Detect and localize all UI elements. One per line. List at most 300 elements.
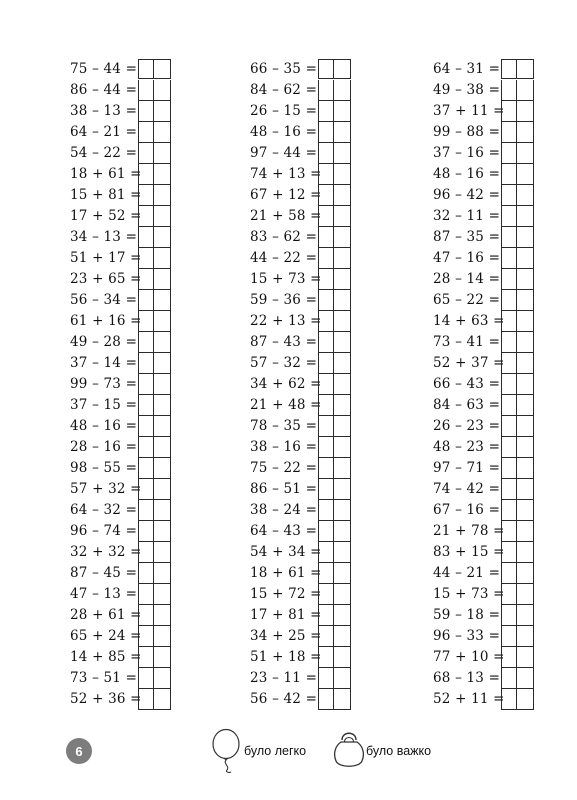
answer-ones-box[interactable] xyxy=(517,605,534,626)
answer-ones-box[interactable] xyxy=(517,332,534,353)
answer-ones-box[interactable] xyxy=(334,206,351,227)
answer-boxes[interactable] xyxy=(318,206,351,227)
answer-tens-box[interactable] xyxy=(501,332,517,353)
answer-boxes[interactable] xyxy=(318,542,351,563)
answer-tens-box[interactable] xyxy=(318,101,334,122)
answer-boxes[interactable] xyxy=(318,143,351,164)
answer-boxes[interactable] xyxy=(501,668,534,689)
answer-tens-box[interactable] xyxy=(318,479,334,500)
answer-tens-box[interactable] xyxy=(138,101,154,122)
answer-tens-box[interactable] xyxy=(501,626,517,647)
answer-ones-box[interactable] xyxy=(517,227,534,248)
answer-tens-box[interactable] xyxy=(501,521,517,542)
answer-tens-box[interactable] xyxy=(138,185,154,206)
exercise-row xyxy=(433,122,534,143)
answer-tens-box[interactable] xyxy=(138,563,154,584)
answer-boxes[interactable] xyxy=(138,395,171,416)
answer-tens-box[interactable] xyxy=(138,227,154,248)
answer-ones-box[interactable] xyxy=(154,458,171,479)
answer-ones-box[interactable] xyxy=(334,374,351,395)
answer-tens-box[interactable] xyxy=(501,668,517,689)
answer-boxes[interactable] xyxy=(138,269,171,290)
answer-ones-box[interactable] xyxy=(334,479,351,500)
answer-ones-box[interactable] xyxy=(517,206,534,227)
answer-ones-box[interactable] xyxy=(154,311,171,332)
answer-ones-box[interactable] xyxy=(334,416,351,437)
answer-tens-box[interactable] xyxy=(501,416,517,437)
answer-ones-box[interactable] xyxy=(334,164,351,185)
answer-ones-box[interactable] xyxy=(334,521,351,542)
answer-boxes[interactable] xyxy=(138,185,171,206)
answer-tens-box[interactable] xyxy=(318,416,334,437)
answer-ones-box[interactable] xyxy=(154,332,171,353)
answer-tens-box[interactable] xyxy=(318,206,334,227)
answer-tens-box[interactable] xyxy=(501,479,517,500)
exercise-text: 97 – 71 = xyxy=(433,460,501,476)
answer-tens-box[interactable] xyxy=(138,416,154,437)
answer-boxes[interactable] xyxy=(318,101,351,122)
answer-tens-box[interactable] xyxy=(318,584,334,605)
answer-ones-box[interactable] xyxy=(517,248,534,269)
answer-boxes[interactable] xyxy=(318,59,351,80)
answer-tens-box[interactable] xyxy=(138,353,154,374)
answer-boxes[interactable] xyxy=(318,269,351,290)
answer-ones-box[interactable] xyxy=(517,101,534,122)
answer-tens-box[interactable] xyxy=(501,500,517,521)
answer-ones-box[interactable] xyxy=(517,479,534,500)
answer-boxes[interactable] xyxy=(318,521,351,542)
answer-ones-box[interactable] xyxy=(517,185,534,206)
answer-boxes[interactable] xyxy=(501,59,534,80)
answer-boxes[interactable] xyxy=(501,626,534,647)
answer-ones-box[interactable] xyxy=(154,521,171,542)
answer-boxes[interactable] xyxy=(138,647,171,668)
answer-boxes[interactable] xyxy=(138,584,171,605)
exercise-text: 99 – 88 = xyxy=(433,124,501,140)
exercise-row xyxy=(433,689,534,710)
exercise-text: 59 – 18 = xyxy=(433,607,501,623)
answer-tens-box[interactable] xyxy=(318,521,334,542)
answer-tens-box[interactable] xyxy=(138,395,154,416)
answer-boxes[interactable] xyxy=(318,626,351,647)
answer-ones-box[interactable] xyxy=(517,542,534,563)
answer-boxes[interactable] xyxy=(501,563,534,584)
answer-tens-box[interactable] xyxy=(318,290,334,311)
answer-tens-box[interactable] xyxy=(318,353,334,374)
answer-boxes[interactable] xyxy=(501,269,534,290)
exercise-row xyxy=(70,59,171,80)
answer-boxes[interactable] xyxy=(318,584,351,605)
answer-ones-box[interactable] xyxy=(517,353,534,374)
answer-ones-box[interactable] xyxy=(334,563,351,584)
answer-tens-box[interactable] xyxy=(501,143,517,164)
exercise-row xyxy=(70,542,171,563)
answer-ones-box[interactable] xyxy=(517,437,534,458)
answer-boxes[interactable] xyxy=(318,437,351,458)
answer-boxes[interactable] xyxy=(318,668,351,689)
answer-tens-box[interactable] xyxy=(138,626,154,647)
answer-tens-box[interactable] xyxy=(501,248,517,269)
answer-ones-box[interactable] xyxy=(154,122,171,143)
answer-tens-box[interactable] xyxy=(318,458,334,479)
answer-ones-box[interactable] xyxy=(154,395,171,416)
answer-boxes[interactable] xyxy=(138,101,171,122)
answer-ones-box[interactable] xyxy=(334,227,351,248)
answer-ones-box[interactable] xyxy=(517,500,534,521)
answer-ones-box[interactable] xyxy=(517,374,534,395)
answer-tens-box[interactable] xyxy=(318,248,334,269)
answer-tens-box[interactable] xyxy=(138,248,154,269)
answer-tens-box[interactable] xyxy=(318,227,334,248)
answer-ones-box[interactable] xyxy=(517,458,534,479)
answer-ones-box[interactable] xyxy=(334,122,351,143)
answer-boxes[interactable] xyxy=(138,59,171,80)
answer-boxes[interactable] xyxy=(138,689,171,710)
answer-boxes[interactable] xyxy=(138,479,171,500)
answer-ones-box[interactable] xyxy=(334,626,351,647)
answer-ones-box[interactable] xyxy=(334,689,351,710)
answer-boxes[interactable] xyxy=(501,353,534,374)
answer-ones-box[interactable] xyxy=(154,437,171,458)
answer-ones-box[interactable] xyxy=(154,290,171,311)
answer-ones-box[interactable] xyxy=(517,626,534,647)
answer-ones-box[interactable] xyxy=(154,374,171,395)
answer-boxes[interactable] xyxy=(138,563,171,584)
answer-tens-box[interactable] xyxy=(138,206,154,227)
answer-boxes[interactable] xyxy=(501,500,534,521)
answer-ones-box[interactable] xyxy=(517,563,534,584)
answer-ones-box[interactable] xyxy=(517,647,534,668)
answer-boxes[interactable] xyxy=(318,416,351,437)
answer-tens-box[interactable] xyxy=(138,269,154,290)
answer-tens-box[interactable] xyxy=(501,80,517,101)
answer-boxes[interactable] xyxy=(501,206,534,227)
answer-tens-box[interactable] xyxy=(138,59,154,79)
answer-tens-box[interactable] xyxy=(318,185,334,206)
answer-ones-box[interactable] xyxy=(517,668,534,689)
answer-tens-box[interactable] xyxy=(501,584,517,605)
answer-tens-box[interactable] xyxy=(138,584,154,605)
answer-ones-box[interactable] xyxy=(334,605,351,626)
answer-boxes[interactable] xyxy=(501,248,534,269)
answer-boxes[interactable] xyxy=(501,416,534,437)
answer-tens-box[interactable] xyxy=(138,689,154,710)
answer-boxes[interactable] xyxy=(138,437,171,458)
answer-boxes[interactable] xyxy=(138,164,171,185)
answer-tens-box[interactable] xyxy=(318,332,334,353)
answer-tens-box[interactable] xyxy=(318,689,334,710)
answer-boxes[interactable] xyxy=(138,605,171,626)
exercise-row xyxy=(250,227,351,248)
answer-boxes[interactable] xyxy=(318,164,351,185)
answer-ones-box[interactable] xyxy=(154,248,171,269)
answer-ones-box[interactable] xyxy=(517,290,534,311)
answer-ones-box[interactable] xyxy=(517,395,534,416)
answer-boxes[interactable] xyxy=(501,542,534,563)
answer-ones-box[interactable] xyxy=(517,584,534,605)
answer-tens-box[interactable] xyxy=(138,479,154,500)
answer-boxes[interactable] xyxy=(318,647,351,668)
answer-tens-box[interactable] xyxy=(318,605,334,626)
answer-tens-box[interactable] xyxy=(501,227,517,248)
answer-tens-box[interactable] xyxy=(138,143,154,164)
answer-boxes[interactable] xyxy=(318,80,351,101)
answer-boxes[interactable] xyxy=(318,122,351,143)
answer-ones-box[interactable] xyxy=(154,353,171,374)
answer-boxes[interactable] xyxy=(318,479,351,500)
answer-tens-box[interactable] xyxy=(138,647,154,668)
answer-tens-box[interactable] xyxy=(318,59,334,79)
answer-tens-box[interactable] xyxy=(318,563,334,584)
answer-ones-box[interactable] xyxy=(154,563,171,584)
answer-ones-box[interactable] xyxy=(154,143,171,164)
answer-boxes[interactable] xyxy=(318,458,351,479)
answer-boxes[interactable] xyxy=(138,143,171,164)
answer-ones-box[interactable] xyxy=(154,80,171,101)
answer-boxes[interactable] xyxy=(318,332,351,353)
answer-ones-box[interactable] xyxy=(334,395,351,416)
answer-tens-box[interactable] xyxy=(138,311,154,332)
answer-boxes[interactable] xyxy=(501,374,534,395)
feedback-hard[interactable] xyxy=(332,728,431,774)
answer-ones-box[interactable] xyxy=(334,248,351,269)
answer-tens-box[interactable] xyxy=(501,542,517,563)
answer-tens-box[interactable] xyxy=(318,542,334,563)
answer-tens-box[interactable] xyxy=(501,164,517,185)
answer-tens-box[interactable] xyxy=(501,59,517,79)
answer-tens-box[interactable] xyxy=(501,647,517,668)
balloon-icon xyxy=(210,728,244,774)
answer-ones-box[interactable] xyxy=(517,143,534,164)
answer-ones-box[interactable] xyxy=(334,290,351,311)
answer-ones-box[interactable] xyxy=(334,80,351,101)
exercise-text: 18 + 61 = xyxy=(70,166,142,182)
answer-tens-box[interactable] xyxy=(318,122,334,143)
answer-boxes[interactable] xyxy=(501,143,534,164)
feedback-easy[interactable] xyxy=(210,728,306,774)
answer-boxes[interactable] xyxy=(318,290,351,311)
answer-ones-box[interactable] xyxy=(154,626,171,647)
answer-ones-box[interactable] xyxy=(334,269,351,290)
answer-ones-box[interactable] xyxy=(154,206,171,227)
answer-tens-box[interactable] xyxy=(138,122,154,143)
answer-ones-box[interactable] xyxy=(517,164,534,185)
answer-tens-box[interactable] xyxy=(501,458,517,479)
answer-boxes[interactable] xyxy=(501,185,534,206)
answer-tens-box[interactable] xyxy=(501,437,517,458)
answer-boxes[interactable] xyxy=(138,458,171,479)
answer-ones-box[interactable] xyxy=(334,458,351,479)
exercise-text: 59 – 36 = xyxy=(250,292,318,308)
answer-ones-box[interactable] xyxy=(154,227,171,248)
exercise-row xyxy=(70,290,171,311)
answer-ones-box[interactable] xyxy=(154,101,171,122)
answer-ones-box[interactable] xyxy=(334,437,351,458)
answer-ones-box[interactable] xyxy=(334,542,351,563)
exercise-row xyxy=(70,122,171,143)
answer-ones-box[interactable] xyxy=(517,689,534,710)
answer-tens-box[interactable] xyxy=(138,500,154,521)
exercise-row xyxy=(70,80,171,101)
answer-boxes[interactable] xyxy=(138,416,171,437)
answer-tens-box[interactable] xyxy=(501,206,517,227)
answer-boxes[interactable] xyxy=(501,227,534,248)
answer-tens-box[interactable] xyxy=(318,311,334,332)
answer-tens-box[interactable] xyxy=(318,647,334,668)
answer-boxes[interactable] xyxy=(501,395,534,416)
answer-boxes[interactable] xyxy=(501,290,534,311)
answer-boxes[interactable] xyxy=(138,374,171,395)
answer-tens-box[interactable] xyxy=(501,374,517,395)
answer-boxes[interactable] xyxy=(138,521,171,542)
answer-ones-box[interactable] xyxy=(154,689,171,710)
answer-boxes[interactable] xyxy=(501,458,534,479)
answer-ones-box[interactable] xyxy=(517,59,534,79)
answer-tens-box[interactable] xyxy=(138,668,154,689)
answer-boxes[interactable] xyxy=(501,584,534,605)
answer-boxes[interactable] xyxy=(318,395,351,416)
answer-boxes[interactable] xyxy=(138,290,171,311)
answer-tens-box[interactable] xyxy=(318,143,334,164)
answer-ones-box[interactable] xyxy=(154,269,171,290)
answer-tens-box[interactable] xyxy=(138,332,154,353)
answer-tens-box[interactable] xyxy=(318,374,334,395)
answer-tens-box[interactable] xyxy=(501,269,517,290)
answer-ones-box[interactable] xyxy=(334,500,351,521)
answer-tens-box[interactable] xyxy=(138,542,154,563)
answer-tens-box[interactable] xyxy=(138,374,154,395)
answer-ones-box[interactable] xyxy=(154,164,171,185)
exercise-row xyxy=(250,290,351,311)
answer-ones-box[interactable] xyxy=(517,416,534,437)
answer-boxes[interactable] xyxy=(318,353,351,374)
answer-tens-box[interactable] xyxy=(138,458,154,479)
answer-boxes[interactable] xyxy=(138,626,171,647)
answer-boxes[interactable] xyxy=(138,353,171,374)
answer-boxes[interactable] xyxy=(318,311,351,332)
answer-ones-box[interactable] xyxy=(517,311,534,332)
answer-ones-box[interactable] xyxy=(517,521,534,542)
answer-tens-box[interactable] xyxy=(501,122,517,143)
answer-boxes[interactable] xyxy=(501,689,534,710)
exercise-text: 52 + 37 = xyxy=(433,355,505,371)
answer-tens-box[interactable] xyxy=(138,521,154,542)
answer-ones-box[interactable] xyxy=(154,500,171,521)
answer-boxes[interactable] xyxy=(501,164,534,185)
answer-ones-box[interactable] xyxy=(517,80,534,101)
answer-boxes[interactable] xyxy=(501,332,534,353)
answer-boxes[interactable] xyxy=(138,332,171,353)
answer-boxes[interactable] xyxy=(318,500,351,521)
answer-ones-box[interactable] xyxy=(154,542,171,563)
answer-boxes[interactable] xyxy=(318,374,351,395)
answer-ones-box[interactable] xyxy=(154,185,171,206)
answer-boxes[interactable] xyxy=(318,689,351,710)
answer-boxes[interactable] xyxy=(501,479,534,500)
answer-boxes[interactable] xyxy=(318,605,351,626)
answer-tens-box[interactable] xyxy=(318,500,334,521)
answer-boxes[interactable] xyxy=(138,500,171,521)
answer-tens-box[interactable] xyxy=(318,164,334,185)
answer-boxes[interactable] xyxy=(138,542,171,563)
answer-tens-box[interactable] xyxy=(501,290,517,311)
answer-tens-box[interactable] xyxy=(318,668,334,689)
answer-boxes[interactable] xyxy=(138,80,171,101)
answer-tens-box[interactable] xyxy=(138,164,154,185)
answer-boxes[interactable] xyxy=(501,437,534,458)
answer-boxes[interactable] xyxy=(501,311,534,332)
answer-ones-box[interactable] xyxy=(154,668,171,689)
answer-boxes[interactable] xyxy=(318,227,351,248)
answer-tens-box[interactable] xyxy=(318,437,334,458)
answer-ones-box[interactable] xyxy=(334,584,351,605)
answer-tens-box[interactable] xyxy=(138,80,154,101)
answer-ones-box[interactable] xyxy=(517,122,534,143)
answer-ones-box[interactable] xyxy=(334,332,351,353)
answer-ones-box[interactable] xyxy=(334,311,351,332)
answer-tens-box[interactable] xyxy=(501,563,517,584)
answer-boxes[interactable] xyxy=(501,647,534,668)
answer-ones-box[interactable] xyxy=(517,269,534,290)
answer-ones-box[interactable] xyxy=(154,605,171,626)
answer-boxes[interactable] xyxy=(501,605,534,626)
answer-boxes[interactable] xyxy=(501,80,534,101)
answer-boxes[interactable] xyxy=(138,248,171,269)
answer-ones-box[interactable] xyxy=(154,416,171,437)
exercise-row xyxy=(70,143,171,164)
answer-boxes[interactable] xyxy=(501,101,534,122)
answer-boxes[interactable] xyxy=(138,311,171,332)
answer-boxes[interactable] xyxy=(138,206,171,227)
answer-boxes[interactable] xyxy=(138,122,171,143)
answer-tens-box[interactable] xyxy=(501,605,517,626)
answer-tens-box[interactable] xyxy=(318,395,334,416)
answer-tens-box[interactable] xyxy=(501,311,517,332)
answer-ones-box[interactable] xyxy=(334,101,351,122)
answer-boxes[interactable] xyxy=(318,248,351,269)
answer-boxes[interactable] xyxy=(318,563,351,584)
answer-ones-box[interactable] xyxy=(154,479,171,500)
answer-tens-box[interactable] xyxy=(138,605,154,626)
answer-ones-box[interactable] xyxy=(334,185,351,206)
exercise-row xyxy=(70,395,171,416)
answer-ones-box[interactable] xyxy=(154,59,171,79)
answer-tens-box[interactable] xyxy=(318,626,334,647)
answer-tens-box[interactable] xyxy=(501,185,517,206)
answer-boxes[interactable] xyxy=(318,185,351,206)
answer-ones-box[interactable] xyxy=(154,647,171,668)
answer-tens-box[interactable] xyxy=(501,395,517,416)
answer-ones-box[interactable] xyxy=(334,353,351,374)
answer-boxes[interactable] xyxy=(501,521,534,542)
answer-ones-box[interactable] xyxy=(154,584,171,605)
answer-boxes[interactable] xyxy=(138,668,171,689)
answer-tens-box[interactable] xyxy=(318,269,334,290)
answer-tens-box[interactable] xyxy=(138,437,154,458)
answer-tens-box[interactable] xyxy=(138,290,154,311)
answer-ones-box[interactable] xyxy=(334,668,351,689)
answer-ones-box[interactable] xyxy=(334,59,351,79)
answer-tens-box[interactable] xyxy=(501,353,517,374)
answer-tens-box[interactable] xyxy=(318,80,334,101)
answer-tens-box[interactable] xyxy=(501,101,517,122)
answer-ones-box[interactable] xyxy=(334,647,351,668)
answer-ones-box[interactable] xyxy=(334,143,351,164)
answer-boxes[interactable] xyxy=(138,227,171,248)
answer-tens-box[interactable] xyxy=(501,689,517,710)
answer-boxes[interactable] xyxy=(501,122,534,143)
exercise-text: 64 – 21 = xyxy=(70,124,138,140)
